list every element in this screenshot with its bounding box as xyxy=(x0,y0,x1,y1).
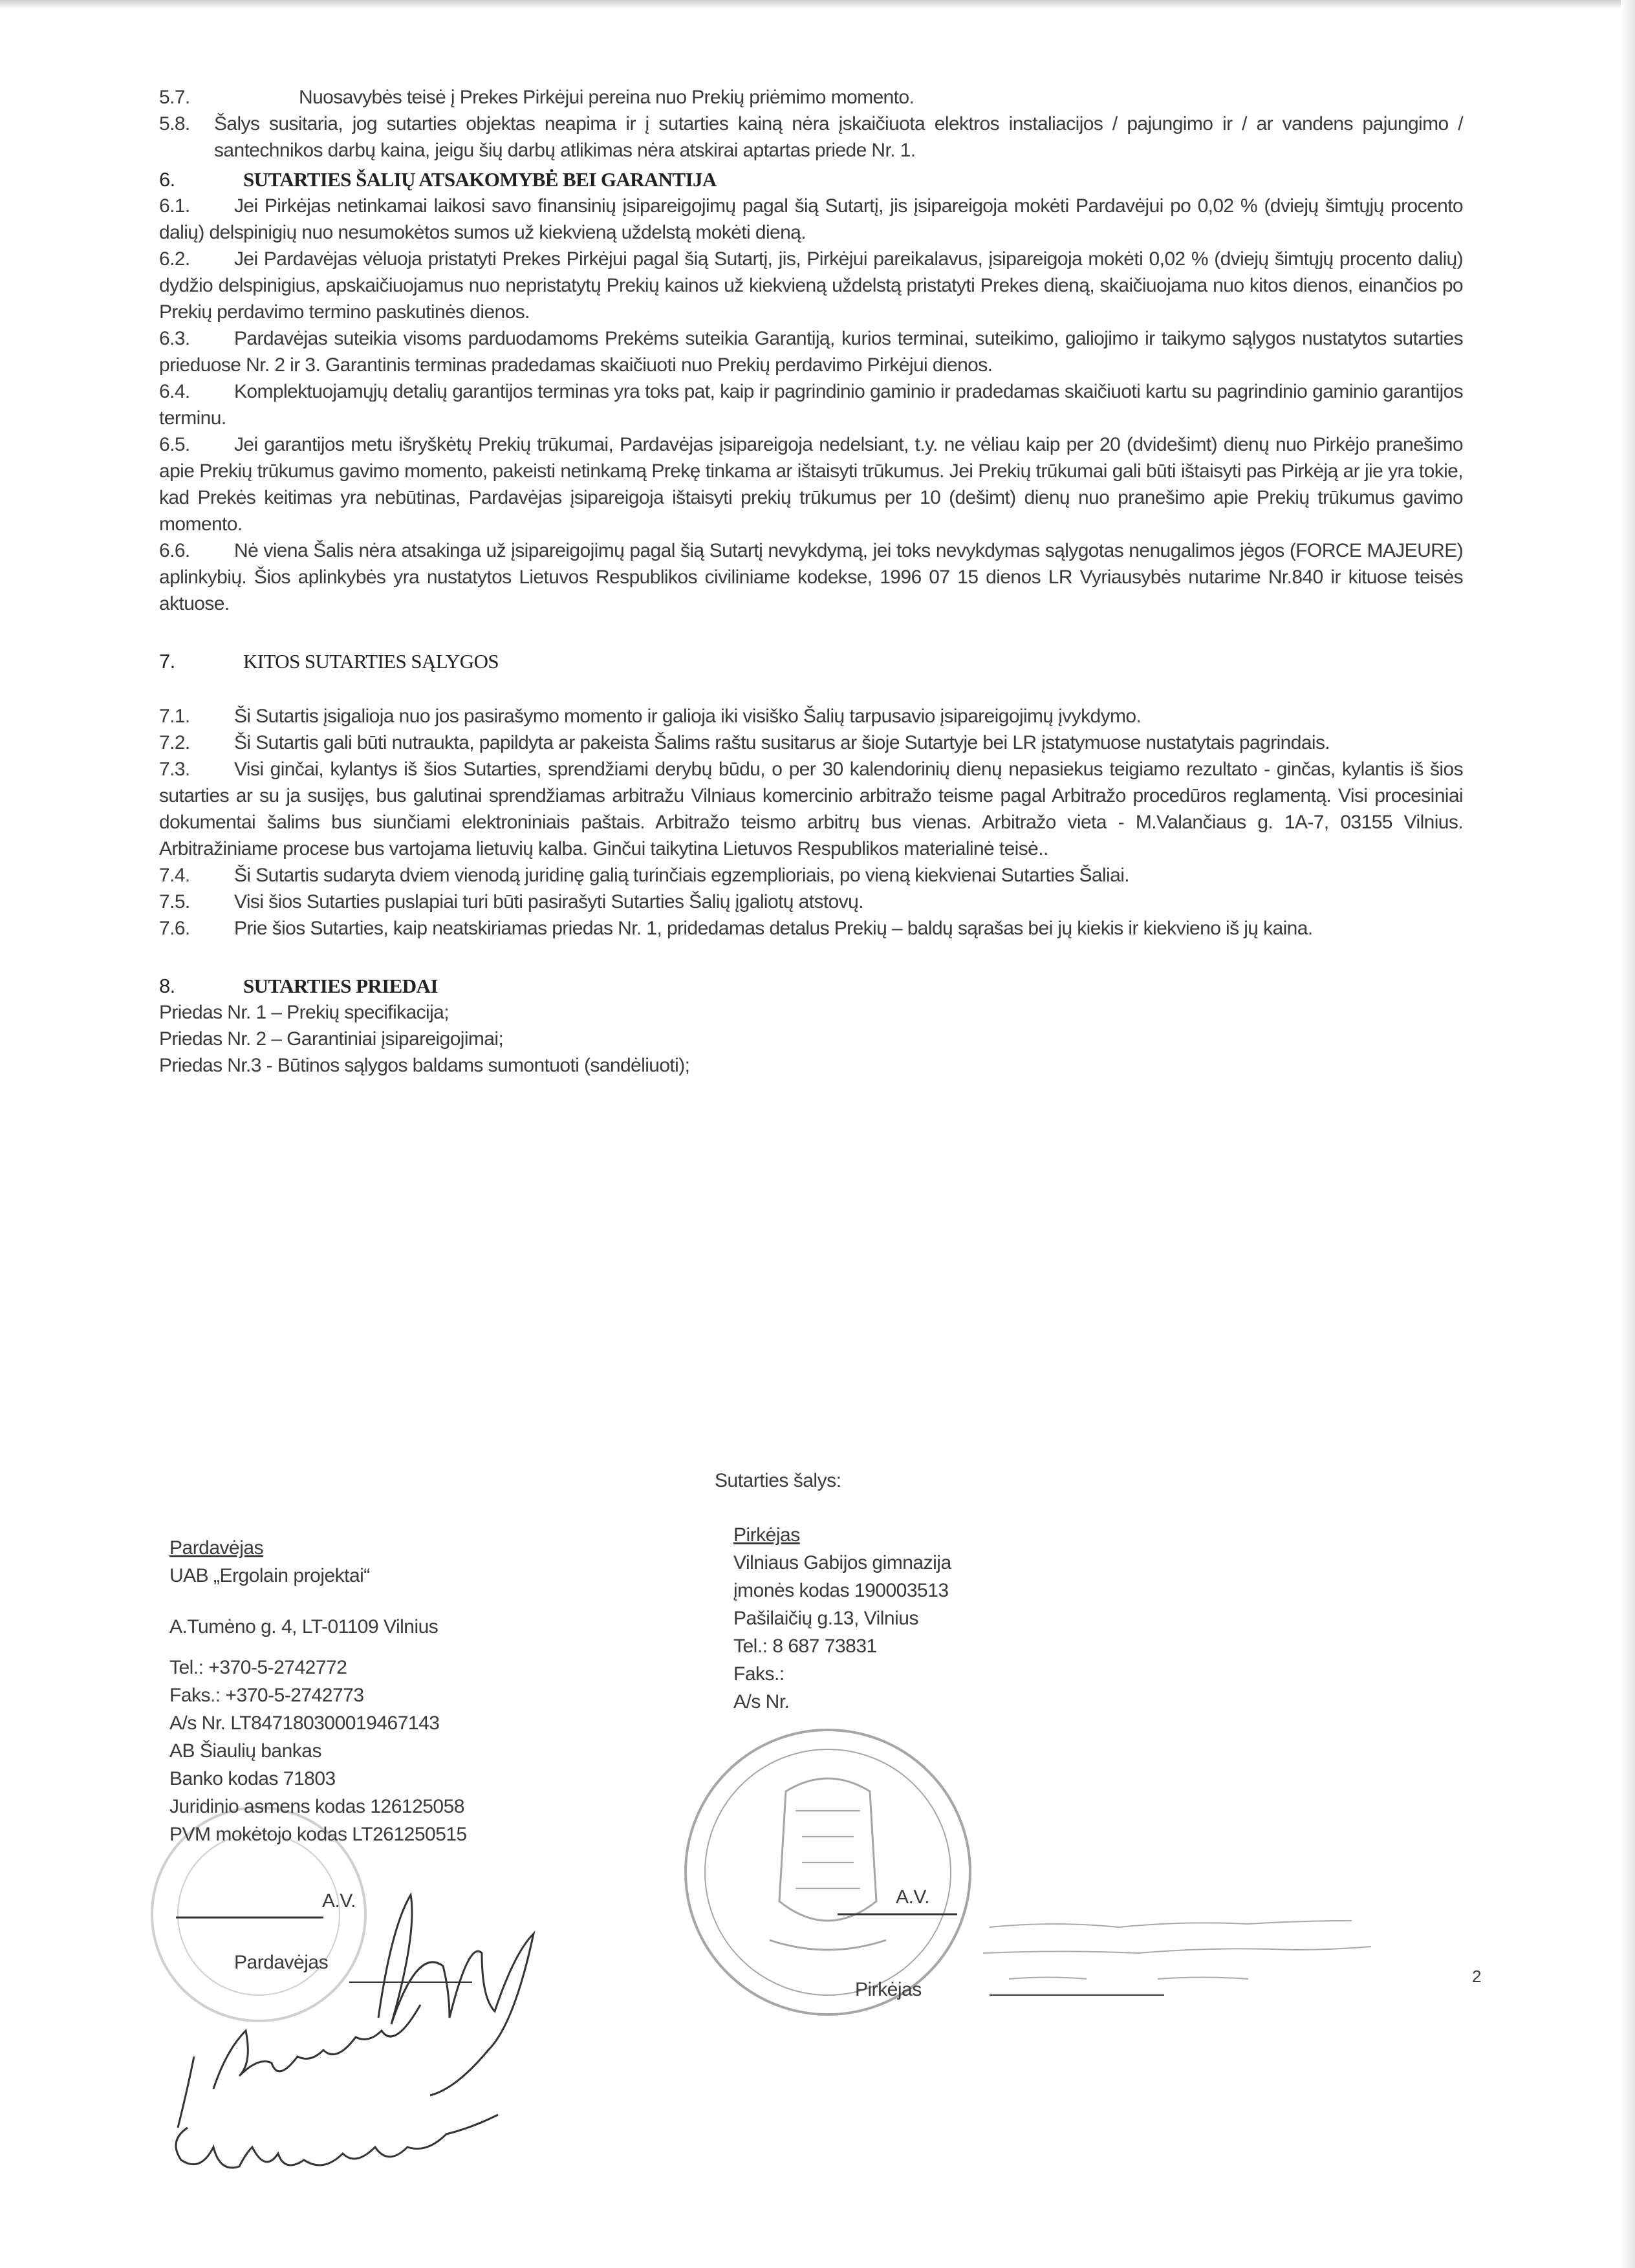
clause-number: 7.6. xyxy=(159,918,190,939)
seller-name: UAB „Ergolain projektai“ xyxy=(169,1565,370,1586)
buyer-tel: Tel.: 8 687 73831 xyxy=(733,1636,877,1657)
clause-number: 5.7. xyxy=(159,87,190,108)
clause-number: 6.1. xyxy=(159,195,190,217)
clause-text: Prie šios Sutarties, kaip neatskiriamas priedas Nr. 1, pridedamas detalus Prekių – baldų sąrašas bei jų kiekis ir kiekvieno iš jų kaina. xyxy=(234,918,1313,939)
buyer-handwritten-note xyxy=(983,1921,1371,1979)
clause-text: Ši Sutartis įsigalioja nuo jos pasirašymo momento ir galioja iki visiško Šalių tarpusavio įsipareigojimų įvykdymo. xyxy=(234,706,1142,727)
seller-block xyxy=(169,1534,467,1848)
clause-text: Nuosavybės teisė į Prekes Pirkėjui pereina nuo Prekių priėmimo momento. xyxy=(299,87,915,108)
seller-address: A.Tumėno g. 4, LT-01109 Vilnius xyxy=(169,1616,439,1637)
clause-number: 6.3. xyxy=(159,328,190,349)
clause-text: Komplektuojamųjų detalių garantijos terminas yra toks pat, kaip ir pagrindinio gaminio ir pradedamas skaičiuoti kartu su pagrindinio gaminio garantijos terminu. xyxy=(159,381,1463,429)
clause-number: 7.4. xyxy=(159,865,190,886)
seller-bank: AB Šiaulių bankas xyxy=(169,1740,321,1762)
clause-text: Nė viena Šalis nėra atsakinga už įsipareigojimų pagal šią Sutartį nevykdymą, jei toks nevykdymas sąlygotas nenugalimos jėgos (FORCE MAJEURE) aplinkybių. Šios aplinkybės yra nustatytos Lietuvos Respublikos civiliniame kodekse, 1996 07 15 dienos LR Vyriausybės nutarime Nr.840 ir kituose teisės aktuose. xyxy=(159,540,1463,614)
buyer-block xyxy=(733,1521,951,1716)
seller-fax: Faks.: +370-5-2742773 xyxy=(169,1685,364,1706)
buyer-stamp-mark: A.V. xyxy=(896,1886,929,1908)
section-title: SUTARTIES PRIEDAI xyxy=(243,975,438,997)
seller-legal-code: Juridinio asmens kodas 126125058 xyxy=(169,1796,464,1817)
section-title: KITOS SUTARTIES SĄLYGOS xyxy=(243,650,499,673)
section-number: 7. xyxy=(159,650,175,673)
buyer-stamp xyxy=(686,1730,970,2014)
annex-item: Priedas Nr. 1 – Prekių specifikacija; xyxy=(159,1002,449,1023)
clause-number: 7.5. xyxy=(159,891,190,913)
clause-number: 7.1. xyxy=(159,706,190,727)
clause-text: Pardavėjas suteikia visoms parduodamoms Prekėms suteikia Garantiją, kurios terminai, suteikimo, galiojimo ir taikymo sąlygos nustatytos sutarties prieduose Nr. 2 ir 3. Garantinis terminas pradedamas skaičiuoti nuo Prekių perdavimo Pirkėjui dienos. xyxy=(159,328,1463,376)
clause-text: Ši Sutartis gali būti nutraukta, papildyta ar pakeista Šalims raštu susitarus ar šioje Sutartyje bei LR įstatymuose nustatytais pagrindais. xyxy=(234,732,1330,753)
seller-vat-code: PVM mokėtojo kodas LT261250515 xyxy=(169,1824,467,1845)
clause-text: Ši Sutartis sudaryta dviem vienodą juridinę galią turinčiais egzemplioriais, po vieną kiekvienai Sutarties Šaliai. xyxy=(234,865,1129,886)
clause-number: 5.8. xyxy=(159,113,190,135)
clause-number: 6.2. xyxy=(159,248,190,270)
annex-item: Priedas Nr. 2 – Garantiniai įsipareigojimai; xyxy=(159,1028,504,1050)
section-title: SUTARTIES ŠALIŲ ATSAKOMYBĖ BEI GARANTIJA xyxy=(243,168,717,191)
clause-text: Jei garantijos metu išryškėtų Prekių trūkumai, Pardavėjas įsipareigoja nedelsiant, t.y. ne vėliau kaip per 20 (dvidešimt) dienų nuo Pirkėjo pranešimo apie Prekių trūkumus gavimo momento, pakeisti netinkamą Prekę tinkama ar ištaisyti trūkumus. Jei Prekių trūkumai gali būti ištaisyti pas Pirkėją ar jie yra tokie, kad Prekės keitimas yra nebūtinas, Pardavėjas įsipareigoja ištaisyti prekių trūkumus per 10 (dešimt) dienų nuo pranešimo apie Prekių trūkumus gavimo momento. xyxy=(159,434,1463,535)
seller-signature xyxy=(176,1895,534,2168)
seller-bank-code: Banko kodas 71803 xyxy=(169,1768,336,1789)
clause-number: 6.5. xyxy=(159,434,190,455)
page-number: 2 xyxy=(1472,1967,1481,1986)
clause-text: Jei Pirkėjas netinkamai laikosi savo finansinių įsipareigojimų pagal šią Sutartį, jis įsipareigoja mokėti Pardavėjui po 0,02 % (dviejų šimtųjų procento dalių) delspinigių nuo nesumokėtos sumos už kiekvieną uždelstą mokėti dieną. xyxy=(159,195,1463,243)
clause-number: 6.6. xyxy=(159,540,190,561)
section-number: 6. xyxy=(159,168,175,191)
seller-account: A/s Nr. LT847180300019467143 xyxy=(169,1712,440,1734)
buyer-company-code: įmonės kodas 190003513 xyxy=(733,1580,949,1601)
buyer-signature-label: Pirkėjas xyxy=(855,1979,922,2000)
clause-number: 7.3. xyxy=(159,759,190,780)
annex-item: Priedas Nr.3 - Būtinos sąlygos baldams sumontuoti (sandėliuoti); xyxy=(159,1055,690,1076)
clause-number: 7.2. xyxy=(159,732,190,753)
seller-stamp-mark: A.V. xyxy=(322,1890,356,1912)
buyer-role: Pirkėjas xyxy=(733,1524,800,1546)
clause-text: Šalys susitaria, jog sutarties objektas neapima ir į sutarties kainą nėra įskaičiuota elektros instaliacijos / pajungimo ir / ar vandens pajungimo / santechnikos darbų kaina, jeigu šių darbų atlikimas nėra atskirai aptartas priede Nr. 1. xyxy=(214,113,1463,161)
section-number: 8. xyxy=(159,975,175,997)
buyer-account: A/s Nr. xyxy=(733,1691,790,1712)
clause-text: Visi šios Sutarties puslapiai turi būti pasirašyti Sutarties Šalių įgaliotų atstovų. xyxy=(234,891,863,913)
clause-text: Jei Pardavėjas vėluoja pristatyti Prekes Pirkėjui pagal šią Sutartį, jis, Pirkėjui pareikalavus, įsipareigoja mokėti 0,02 % (dviejų šimtųjų procento dalių) dydžio delspinigius, apskaičiuojamus nuo nepristatytų Prekių kainos už kiekvieną uždelstą pristatyti Prekes dieną, skaičiuojama nuo kitos dienos, einančios po Prekių perdavimo termino paskutinės dienos. xyxy=(159,248,1463,323)
seller-signature-label: Pardavėjas xyxy=(234,1952,329,1973)
seller-tel: Tel.: +370-5-2742772 xyxy=(169,1657,347,1678)
clause-text: Visi ginčai, kylantys iš šios Sutarties, sprendžiami derybų būdu, o per 30 kalendorinių dienų nepasiekus teigiamo rezultato - ginčas, kylantis iš šios sutarties ar su ja susijęs, bus galutinai sprendžiamas arbitražu Vilniaus komercinio arbitražo teisme pagal Arbitražo procedūros reglamentą. Visi procesiniai dokumentai šalims bus siunčiami elektroniniais paštais. Arbitražo teismo arbitrų bus vienas. Arbitražo vieta - M.Valančiaus g. 1A-7, 03155 Vilnius. Arbitražiniame procese bus vartojama lietuvių kalba. Ginčui taikytina Lietuvos Respublikos materialinė teisė.. xyxy=(159,759,1463,859)
seller-role: Pardavėjas xyxy=(169,1537,264,1559)
buyer-address: Pašilaičių g.13, Vilnius xyxy=(733,1608,918,1629)
clause-number: 6.4. xyxy=(159,381,190,402)
buyer-name: Vilniaus Gabijos gimnazija xyxy=(733,1552,951,1573)
parties-title: Sutarties šalys: xyxy=(715,1470,841,1491)
buyer-fax: Faks.: xyxy=(733,1663,785,1685)
